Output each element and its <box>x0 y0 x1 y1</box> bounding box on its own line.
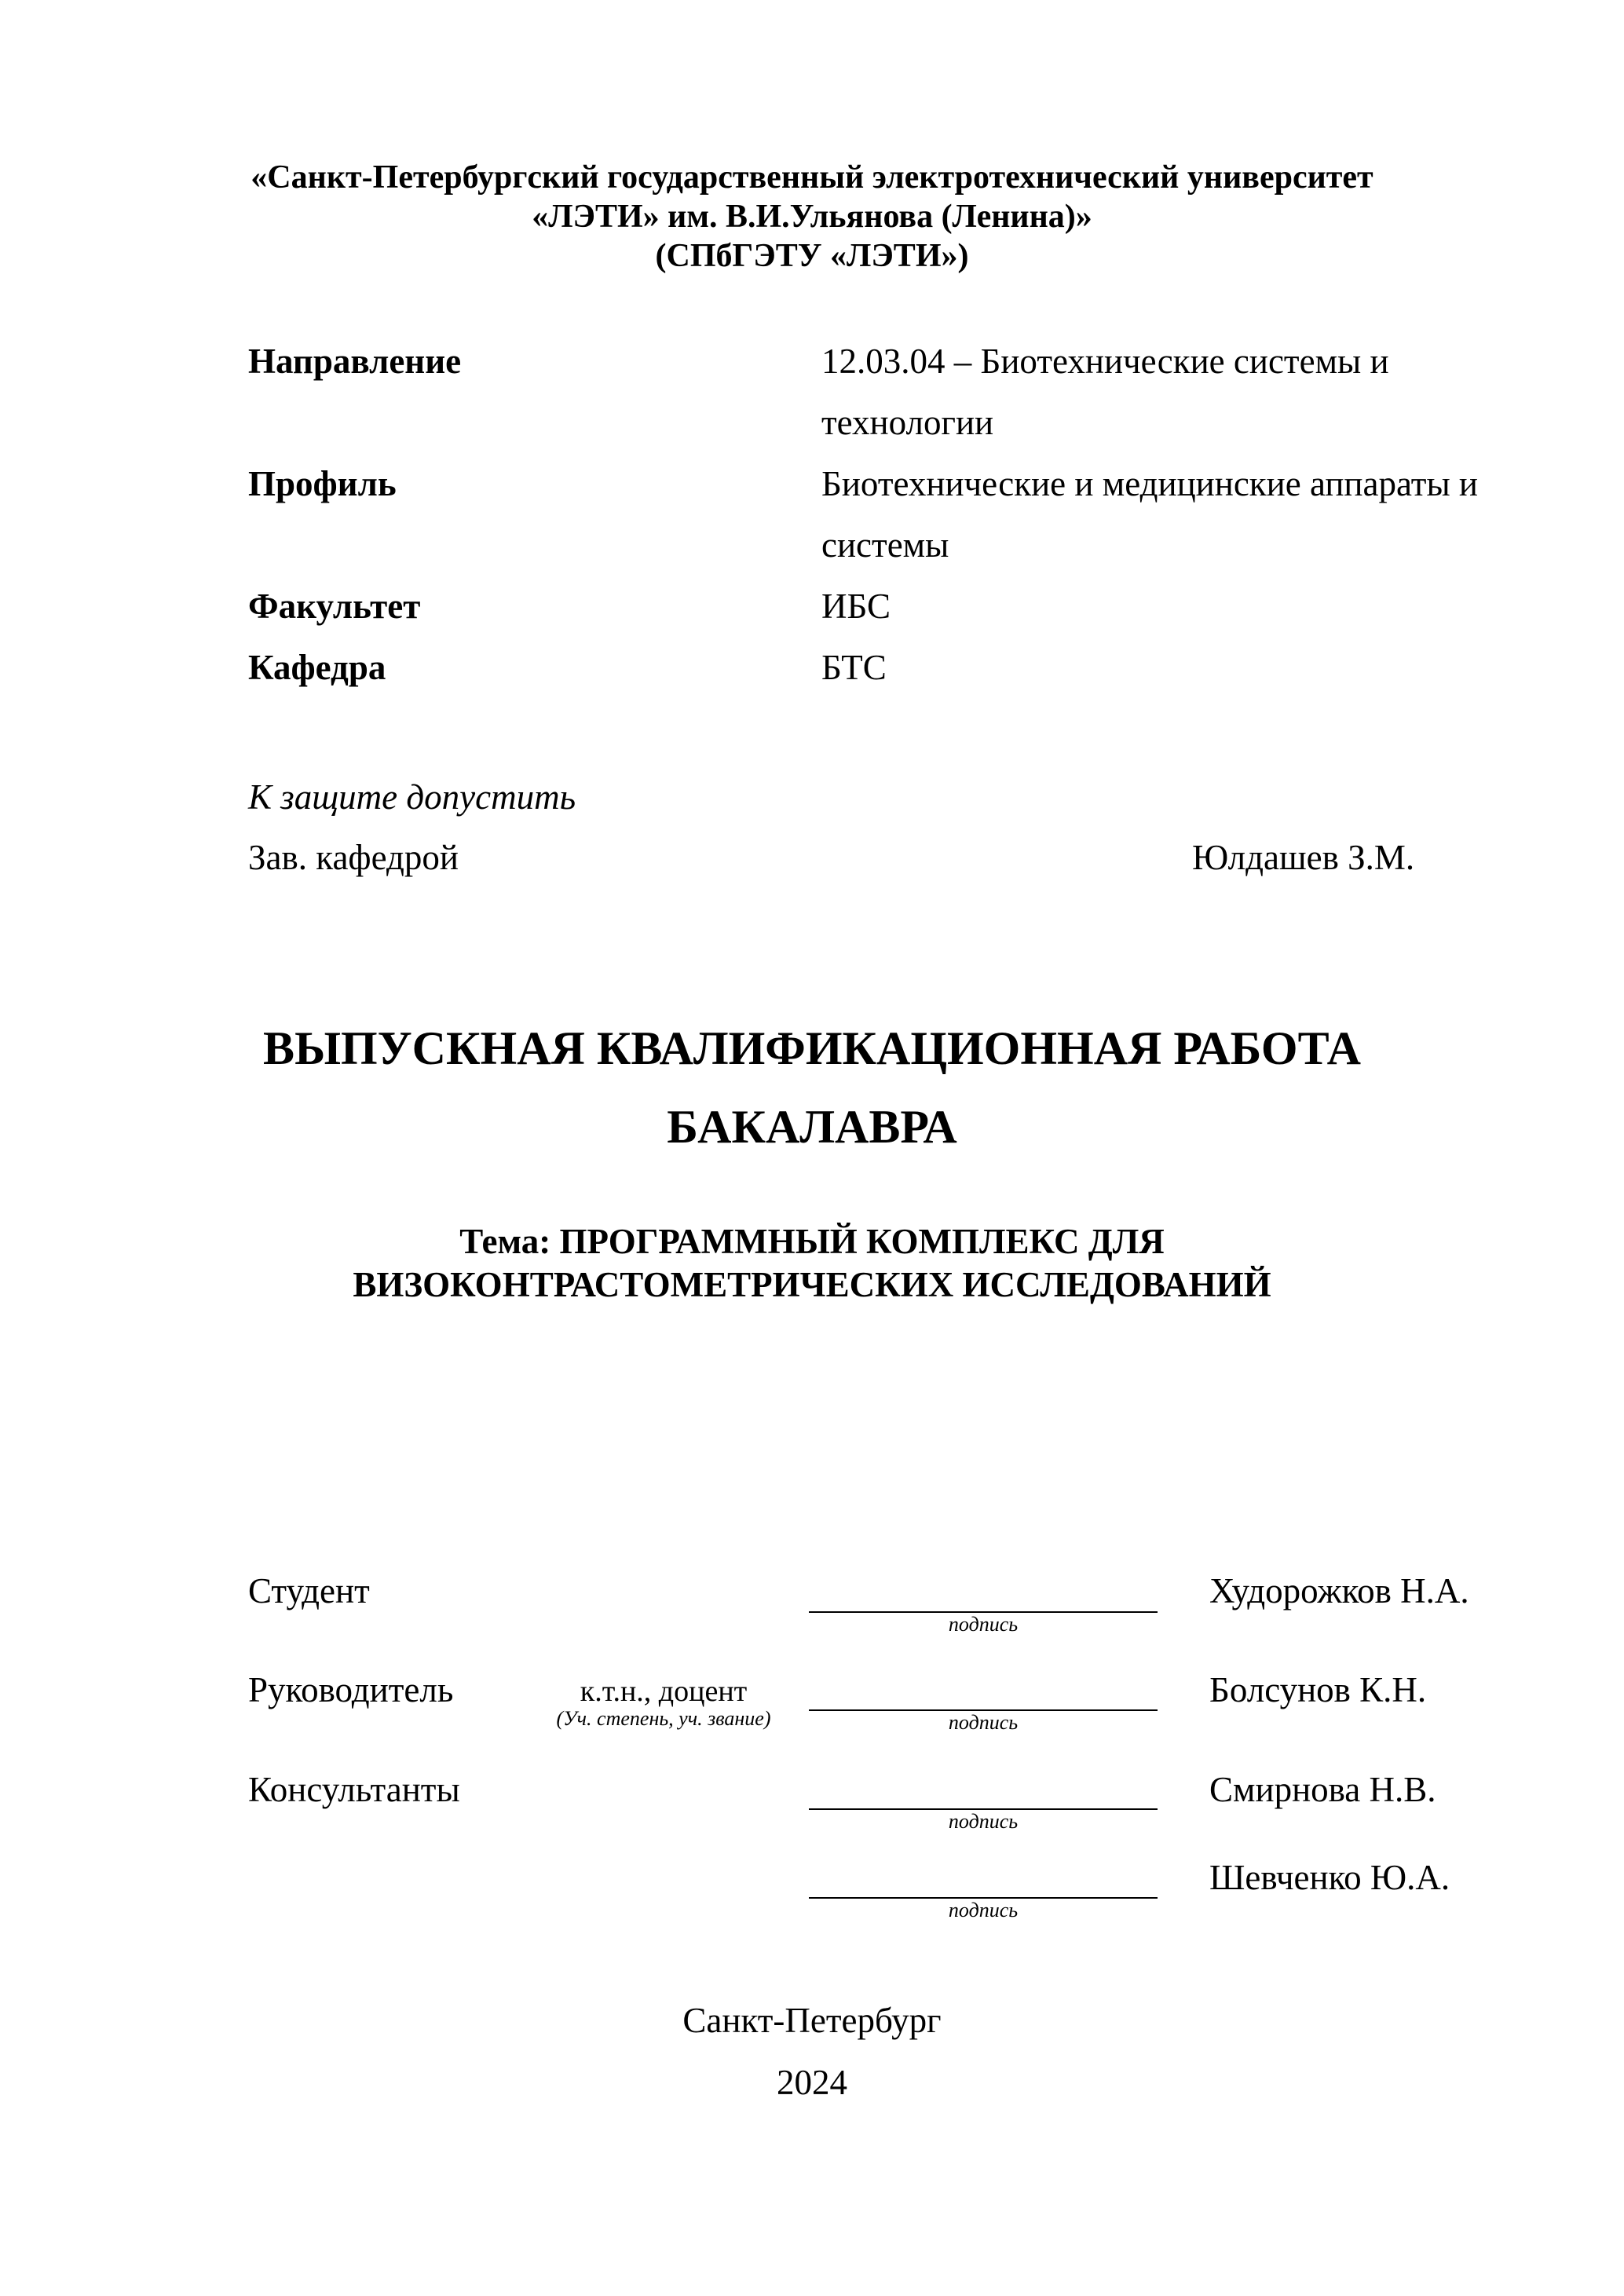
university-abbreviation: (СПбГЭТУ «ЛЭТИ») <box>655 238 969 274</box>
faculty-value: ИБС <box>821 587 891 626</box>
direction-value: 12.03.04 – Биотехнические системы и технологии <box>821 342 1389 442</box>
profile-value: Биотехнические и медицинские аппараты и системы <box>821 464 1479 565</box>
theme-line2: ВИЗОКОНТРАСТОМЕТРИЧЕСКИХ ИССЛЕДОВАНИЙ <box>353 1265 1271 1304</box>
university-name-line2: «ЛЭТИ» им. В.И.Ульянова (Ленина)» <box>532 199 1092 235</box>
student-label: Студент <box>248 1571 370 1610</box>
consultants-label: Консультанты <box>248 1770 460 1809</box>
admission-text: К защите допустить <box>248 777 576 817</box>
student-signature-caption: подпись <box>948 1613 1019 1636</box>
consultant1-name: Смирнова Н.В. <box>1209 1770 1436 1809</box>
supervisor-label: Руководитель <box>248 1670 454 1709</box>
department-value: БТС <box>821 648 887 687</box>
consultant2-signature-caption: подпись <box>948 1899 1019 1921</box>
supervisor-signature-caption: подпись <box>948 1711 1019 1734</box>
theme-line1: Тема: ПРОГРАММНЫЙ КОМПЛЕКС ДЛЯ <box>459 1222 1165 1261</box>
head-of-department-name: Юлдашев З.М. <box>1192 838 1415 877</box>
department-label: Кафедра <box>248 648 386 687</box>
direction-label: Направление <box>248 342 462 381</box>
work-title-line2: БАКАЛАВРА <box>667 1101 957 1153</box>
consultant1-signature-caption: подпись <box>948 1810 1019 1833</box>
university-name-line1: «Санкт-Петербургский государственный электротехнический университет <box>251 159 1373 196</box>
student-name: Худорожков Н.А. <box>1209 1571 1469 1610</box>
supervisor-degree: к.т.н., доцент <box>580 1675 748 1708</box>
city: Санкт-Петербург <box>682 2001 942 2040</box>
work-title-line1: ВЫПУСКНАЯ КВАЛИФИКАЦИОННАЯ РАБОТА <box>263 1022 1361 1074</box>
faculty-label: Факультет <box>248 587 421 626</box>
year: 2024 <box>777 2063 847 2102</box>
profile-label: Профиль <box>248 464 397 503</box>
head-of-department-label: Зав. кафедрой <box>248 838 459 877</box>
consultant2-name: Шевченко Ю.А. <box>1209 1858 1450 1897</box>
degree-caption: (Уч. степень, уч. звание) <box>556 1707 771 1730</box>
supervisor-name: Болсунов К.Н. <box>1209 1670 1427 1709</box>
